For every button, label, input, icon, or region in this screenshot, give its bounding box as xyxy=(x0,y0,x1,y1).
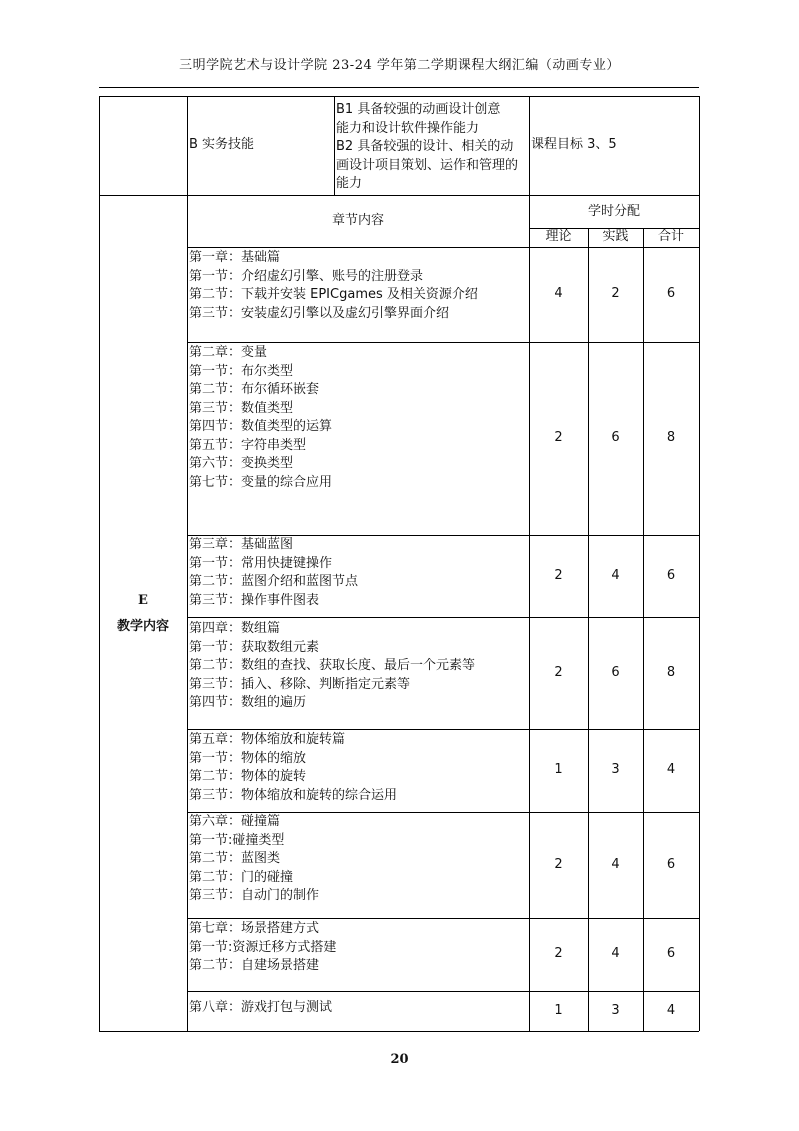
content-header: 章节内容 xyxy=(331,213,384,229)
chapter-line: 第三节：操作事件图表 xyxy=(189,592,320,608)
total-hours: 6 xyxy=(666,567,676,583)
theory-hours: 4 xyxy=(554,286,563,302)
theory-hours: 2 xyxy=(554,567,563,583)
total-header: 合计 xyxy=(657,229,684,245)
requirements-cell xyxy=(336,101,528,194)
practice-hours: 4 xyxy=(611,567,620,583)
table-border-right xyxy=(699,96,700,1031)
table-border-top xyxy=(99,96,699,97)
chapter-line: 第一章：基础篇 xyxy=(189,250,281,265)
chapter-line: 第二节：门的碰撞 xyxy=(189,869,294,885)
chapter-line: 第四节：数组的遍历 xyxy=(189,695,307,710)
total-hours: 6 xyxy=(666,856,676,872)
practice-hours: 2 xyxy=(611,286,620,302)
chapter-line: 第四章：数组篇 xyxy=(189,621,281,636)
practice-hours: 4 xyxy=(611,946,620,962)
chapter-line: 第三节：插入、移除、判断指定元素等 xyxy=(189,676,411,692)
header-rule xyxy=(99,87,699,88)
practice-hours: 3 xyxy=(611,762,620,778)
total-hours: 6 xyxy=(666,946,676,962)
chapter-line: 第四节：数值类型的运算 xyxy=(189,419,333,434)
chapter-line: 第一节：获取数组元素 xyxy=(189,639,320,655)
chapter-line: 第一节：介绍虚幻引擎、账号的注册登录 xyxy=(189,268,424,284)
chapter-line: 第一节：物体的缩放 xyxy=(189,750,307,766)
requirement-line: 能力 xyxy=(336,176,363,191)
total-hours: 4 xyxy=(666,1002,676,1018)
chapter-content xyxy=(189,249,527,323)
category-cell: B 实务技能 xyxy=(189,137,255,152)
chapter-line: 第三节：自动门的制作 xyxy=(189,888,320,903)
page-number: 20 xyxy=(390,1052,409,1067)
chapter-content xyxy=(189,731,527,805)
table-border-bottom xyxy=(99,1031,699,1032)
requirement-line: 画设计项目策划、运作和管理的 xyxy=(336,157,519,173)
chapter-line: 第二节：蓝图类 xyxy=(189,851,281,866)
chapter-content xyxy=(189,920,527,976)
chapter-content xyxy=(189,620,527,713)
theory-hours: 2 xyxy=(554,430,563,446)
practice-hours: 4 xyxy=(611,856,620,872)
total-hours: 6 xyxy=(666,286,676,302)
section-code: E xyxy=(138,592,148,608)
chapter-line: 第二章：变量 xyxy=(189,345,268,360)
chapter-line: 第二节：物体的旋转 xyxy=(189,769,307,784)
chapter-line: 第二节：数组的查找、获取长度、最后一个元素等 xyxy=(189,658,476,673)
practice-hours: 6 xyxy=(611,664,620,680)
chapter-line: 第二节：自建场景搭建 xyxy=(189,958,320,973)
theory-hours: 1 xyxy=(554,762,563,778)
chapter-line: 第二节：蓝图介绍和蓝图节点 xyxy=(189,574,359,589)
chapter-line: 第七章：场景搭建方式 xyxy=(189,921,320,936)
chapter-line: 第三节：数值类型 xyxy=(189,400,294,416)
section-name: 教学内容 xyxy=(116,618,169,634)
chapter-line: 第二节：布尔循环嵌套 xyxy=(189,382,320,397)
chapter-content xyxy=(189,813,527,906)
chapter-line: 第三章：基础蓝图 xyxy=(189,537,294,552)
chapter-line: 第一节:碰撞类型 xyxy=(189,832,285,848)
chapter-line: 第三节：安装虚幻引擎以及虚幻引擎界面介绍 xyxy=(189,305,450,321)
requirement-line: B2 具备较强的设计、相关的动 xyxy=(336,139,514,154)
theory-hours: 2 xyxy=(554,664,563,680)
chapter-line: 第八章：游戏打包与测试 xyxy=(189,1000,333,1015)
theory-hours: 2 xyxy=(554,946,563,962)
chapter-line: 第六章：碰撞篇 xyxy=(189,814,281,829)
practice-hours: 3 xyxy=(611,1002,620,1018)
theory-header: 理论 xyxy=(545,229,572,245)
practice-header: 实践 xyxy=(602,229,629,245)
chapter-content xyxy=(189,344,527,492)
total-hours: 4 xyxy=(666,762,676,778)
theory-hours: 1 xyxy=(554,1002,563,1018)
table-divider-req xyxy=(334,96,335,195)
chapter-content xyxy=(189,536,527,610)
requirement-line: B1 具备较强的动画设计创意 xyxy=(336,102,501,117)
hours-header: 学时分配 xyxy=(587,203,640,219)
total-hours: 8 xyxy=(666,664,676,680)
requirement-line: 能力和设计软件操作能力 xyxy=(336,120,480,136)
chapter-line: 第五节：字符串类型 xyxy=(189,437,307,453)
table-border-left xyxy=(99,96,100,1031)
chapter-line: 第七节：变量的综合应用 xyxy=(189,474,333,490)
chapter-line: 第二节：下载并安装 EPICgames 及相关资源介绍 xyxy=(189,287,478,302)
chapter-line: 第一节:资源迁移方式搭建 xyxy=(189,939,337,955)
total-hours: 8 xyxy=(666,430,676,446)
chapter-line: 第三节：物体缩放和旋转的综合运用 xyxy=(189,787,398,803)
chapter-line: 第一节：常用快捷键操作 xyxy=(189,555,333,571)
page-header: 三明学院艺术与设计学院 23-24 学年第二学期课程大纲汇编（动画专业） xyxy=(179,58,620,73)
chapter-line: 第一节：布尔类型 xyxy=(189,363,294,379)
chapter-content xyxy=(189,999,527,1018)
theory-hours: 2 xyxy=(554,856,563,872)
goals-cell: 课程目标 3、5 xyxy=(531,137,617,152)
chapter-line: 第六节：变换类型 xyxy=(189,456,294,471)
practice-hours: 6 xyxy=(611,430,620,446)
chapter-line: 第五章：物体缩放和旋转篇 xyxy=(189,732,346,747)
